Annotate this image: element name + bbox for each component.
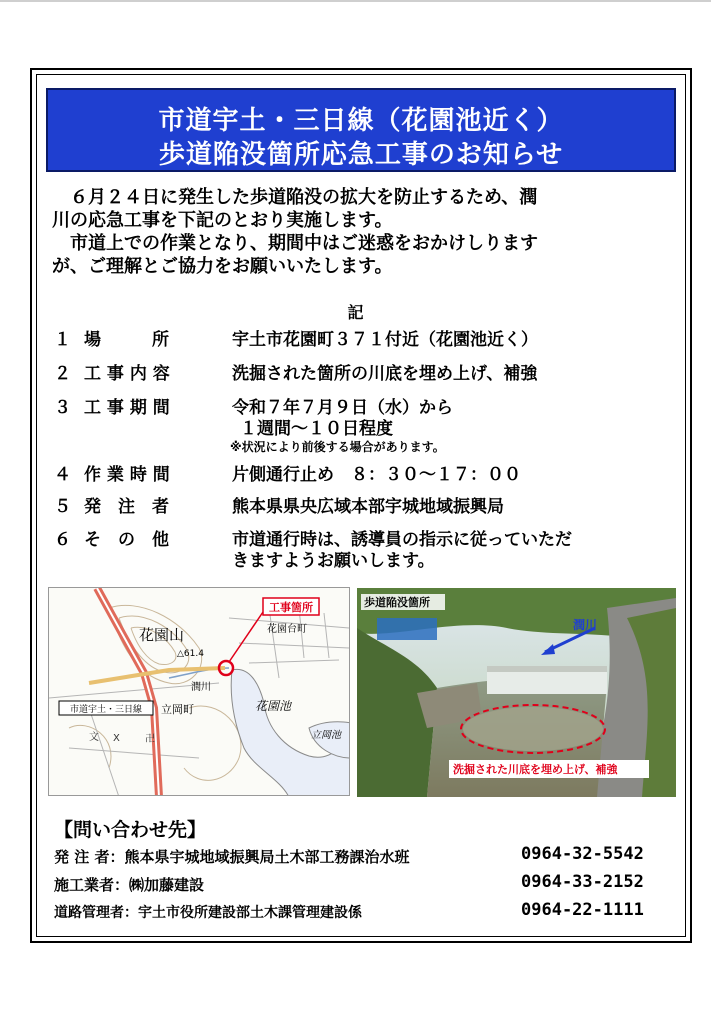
item-value: 片側通行止め ８：３０～１７：００: [232, 465, 521, 485]
road-label: 市道宇土・三日線: [69, 705, 143, 715]
title-line-2: 歩道陥没箇所応急工事のお知らせ: [158, 140, 564, 170]
item-value: 宇土市花園町３７１付近（花園池近く）: [232, 330, 538, 350]
top-rule: [0, 0, 711, 2]
pond-label: 花園池: [255, 699, 292, 713]
photo-caption: 歩道陥没箇所: [364, 596, 430, 609]
item-number: ２: [54, 364, 71, 384]
intro-text: [52, 186, 676, 278]
item-value: 市道通行時は、誘導員の指示に従っていただ: [232, 530, 572, 550]
item-label: 作 業 時 間: [84, 465, 170, 485]
item-value: 令和７年７月９日（水）から: [232, 398, 453, 418]
item-value: 熊本県県央広域本部宇城地域振興局: [232, 497, 504, 517]
item-number: ３: [54, 398, 71, 418]
svg-text:卍: 卍: [145, 734, 155, 745]
pond2-label: 立岡池: [311, 730, 341, 741]
svg-text:X: X: [113, 733, 120, 744]
town-tatsuoka: 立岡町: [161, 703, 194, 716]
period-note: ※状況により前後する場合があります。: [230, 440, 445, 454]
contact-phone: 0964-32-5542: [521, 844, 644, 864]
town-hanazonodai: 花園台町: [267, 624, 307, 635]
item-label: 発 注 者: [84, 497, 169, 517]
intro-line: 市道上での作業となり、期間中はご迷惑をおかけしります: [52, 233, 538, 254]
site-label: 工事箇所: [269, 601, 313, 614]
contact-phone: 0964-22-1111: [521, 900, 644, 920]
item-value: 洗掘された箇所の川底を埋め上げ、補強: [232, 364, 538, 384]
item-value-2: １週間～１０日程度: [240, 419, 393, 439]
item-label: 工 事 内 容: [84, 364, 170, 384]
photo-river-label: 潤川: [573, 618, 598, 632]
photo-graphic: [357, 588, 676, 797]
river-label: 潤川: [191, 682, 211, 693]
contact-title: 【問い合わせ先】: [54, 819, 207, 841]
item-label: 工 事 期 間: [84, 398, 170, 418]
contact-row-road-manager: 道路管理者：宇土市役所建設部土木課管理建設係: [54, 905, 362, 921]
mountain-label: 花園山: [139, 626, 185, 644]
contact-row-orderer: 発 注 者：熊本県宇城地域振興局土木部工務課治水班: [54, 848, 410, 866]
contact-phone: 0964-33-2152: [521, 872, 644, 892]
item-number: ４: [54, 465, 71, 485]
intro-line: ６月２４日に発生した歩道陥没の拡大を防止するため、潤: [52, 187, 538, 208]
elevation-label: △61.4: [177, 649, 204, 659]
map-graphic: [49, 588, 350, 796]
item-value-2: きますようお願いします。: [232, 551, 435, 571]
item-number: １: [54, 330, 71, 350]
item-label: 場 所: [84, 330, 169, 350]
title-banner: [46, 88, 676, 172]
svg-text:文: 文: [89, 732, 99, 743]
item-label: そ の 他: [84, 530, 169, 550]
item-number: ６: [54, 530, 71, 550]
ki-heading: 記: [347, 303, 364, 322]
contact-row-contractor: 施工業者：㈱加藤建設: [54, 876, 205, 894]
location-map: [48, 587, 350, 796]
site-photo: [357, 588, 676, 797]
photo-annotation: 洗掘された川底を埋め上げ、補強: [453, 763, 618, 776]
intro-line: が、ご理解とご協力をお願いいたします。: [52, 256, 393, 277]
intro-line: 川の応急工事を下記のとおり実施します。: [52, 210, 393, 231]
title-line-1: 市道宇土・三日線（花園池近く）: [158, 106, 564, 136]
item-number: ５: [54, 497, 71, 517]
